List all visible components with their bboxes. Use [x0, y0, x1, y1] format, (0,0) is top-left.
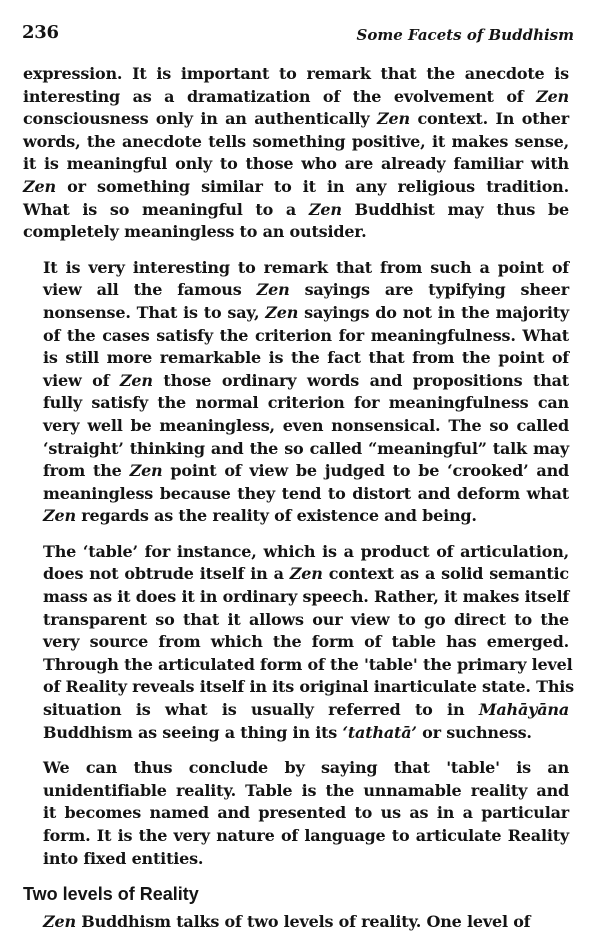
text-line: [23, 911, 569, 934]
italic-term: ‘tathatā’: [342, 722, 417, 742]
page-header: [22, 22, 574, 46]
text-line: [23, 279, 569, 302]
text-run: We can thus conclude by saying that 'table' is an: [43, 758, 569, 778]
text-run: unidentifiable reality. Table is the unnamable reality and: [43, 780, 569, 800]
text-run: Buddhism as seeing a thing in its: [43, 722, 343, 742]
text-line: [23, 780, 569, 803]
text-line: [23, 505, 569, 528]
text-line: [23, 63, 569, 86]
paragraph: [23, 257, 569, 528]
text-run: The ‘table’ for instance, which is a product of articulation,: [43, 541, 569, 561]
text-line: [23, 586, 569, 609]
paragraph: [23, 757, 569, 870]
text-run: Buddhist may thus be: [341, 199, 569, 219]
text-line: [23, 676, 574, 699]
text-run: Through the articulated form of the 'table' the primary level: [43, 654, 573, 674]
text-run: regards as the reality of existence and being.: [75, 506, 477, 526]
text-run: does not obtrude itself in a: [43, 564, 290, 584]
text-line: [23, 722, 569, 745]
text-line: [23, 199, 569, 222]
text-run: form. It is the very nature of language to articulate Reality: [43, 826, 569, 845]
italic-term: Zen: [265, 302, 299, 322]
text-line: [23, 438, 569, 461]
text-line: [23, 609, 569, 632]
paragraph: [23, 911, 569, 934]
italic-term: Zen: [23, 176, 56, 196]
italic-term: Zen: [129, 461, 163, 481]
text-run: or suchness.: [416, 722, 532, 742]
italic-term: Zen: [256, 280, 290, 300]
text-run: words, the anecdote tells something positive, it makes sense,: [23, 131, 569, 151]
text-run: from the: [43, 461, 130, 481]
italic-term: Zen: [308, 199, 342, 219]
italic-term: Zen: [43, 506, 76, 526]
section-heading: Two levels of Reality: [23, 884, 199, 905]
text-line: [23, 563, 569, 586]
text-line: [23, 699, 569, 722]
text-run: nonsense. That is to say,: [43, 302, 266, 322]
text-run: or something similar to it in any religious tradition.: [55, 176, 569, 196]
text-run: What is so meaningful to a: [23, 199, 309, 219]
italic-term: Zen: [289, 564, 323, 584]
italic-term: Zen: [43, 911, 76, 931]
text-run: very source from which the form of table has emerged.: [43, 632, 569, 652]
text-run: of Reality reveals itself in its original inarticulate state. This: [43, 677, 574, 697]
text-run: fully satisfy the normal criterion for meaningfulness can: [43, 393, 569, 413]
text-run: context as a solid semantic: [322, 564, 569, 584]
text-run: it is meaningful only to those who are already familiar with: [23, 154, 569, 174]
text-line: [23, 825, 569, 848]
text-run: point of view be judged to be ‘crooked’ and: [162, 461, 569, 481]
text-line: [23, 131, 569, 154]
text-line: [23, 415, 569, 438]
text-line: [23, 483, 569, 506]
text-line: [23, 757, 569, 780]
text-line: [23, 654, 573, 677]
text-line: [23, 460, 569, 483]
text-line: [23, 541, 569, 564]
text-line: [23, 302, 569, 325]
text-run: It is very interesting to remark that from such a point of: [43, 257, 569, 277]
text-run: completely meaningless to an outsider.: [23, 222, 367, 242]
text-run: view all the famous: [43, 280, 257, 300]
italic-term: Zen: [377, 109, 410, 129]
text-run: of the cases satisfy the criterion for meaningfulness. What: [43, 325, 569, 345]
text-run: context. In other: [409, 109, 570, 129]
italic-term: Zen: [119, 370, 153, 390]
italic-term: Mahāyāna: [478, 700, 569, 720]
page-body: [23, 63, 574, 946]
text-run: meaningless because they tend to distort and deform what: [43, 483, 569, 503]
text-line: [23, 392, 569, 415]
text-run: into fixed entities.: [43, 848, 204, 868]
text-run: very well be meaningless, even nonsensical. The so called: [43, 415, 569, 435]
text-run: consciousness only in an authentically: [23, 109, 378, 129]
text-run: Buddhism talks of two levels of reality. One level of: [75, 911, 531, 931]
text-run: expression. It is important to remark that the anecdote is: [23, 64, 569, 83]
text-line: [23, 153, 569, 176]
text-line: [23, 347, 569, 370]
text-line: [23, 221, 569, 244]
text-run: interesting as a dramatization of the evolvement of: [23, 86, 537, 106]
text-run: situation is what is usually referred to in: [43, 700, 479, 720]
text-run: ‘straight’ thinking and the so called “meaningful” talk may: [43, 438, 569, 458]
text-run: view of: [43, 370, 120, 390]
running-title: Some Facets of Buddhism: [356, 26, 574, 44]
text-line: [23, 257, 569, 280]
text-run: it becomes named and presented to us as in a particular: [43, 803, 569, 823]
text-run: sayings are typifying sheer: [289, 280, 569, 300]
paragraph: [23, 541, 574, 744]
text-line: [23, 802, 569, 825]
text-run: mass as it does it in ordinary speech. Rather, it makes itself: [43, 587, 569, 607]
text-run: transparent so that it allows our view to go direct to the: [43, 609, 569, 629]
text-line: [23, 86, 569, 109]
italic-term: Zen: [536, 86, 569, 106]
text-line: [23, 370, 569, 393]
text-run: is still more remarkable is the fact that from the point of: [43, 348, 569, 368]
page-number: 236: [22, 22, 59, 43]
text-run: sayings do not in the majority: [298, 302, 569, 322]
paragraph: [23, 63, 569, 244]
text-line: [23, 325, 569, 348]
text-line: [23, 848, 569, 871]
text-line: [23, 108, 569, 131]
text-run: those ordinary words and propositions that: [152, 370, 569, 390]
text-line: [23, 631, 569, 654]
text-line: [23, 176, 569, 199]
